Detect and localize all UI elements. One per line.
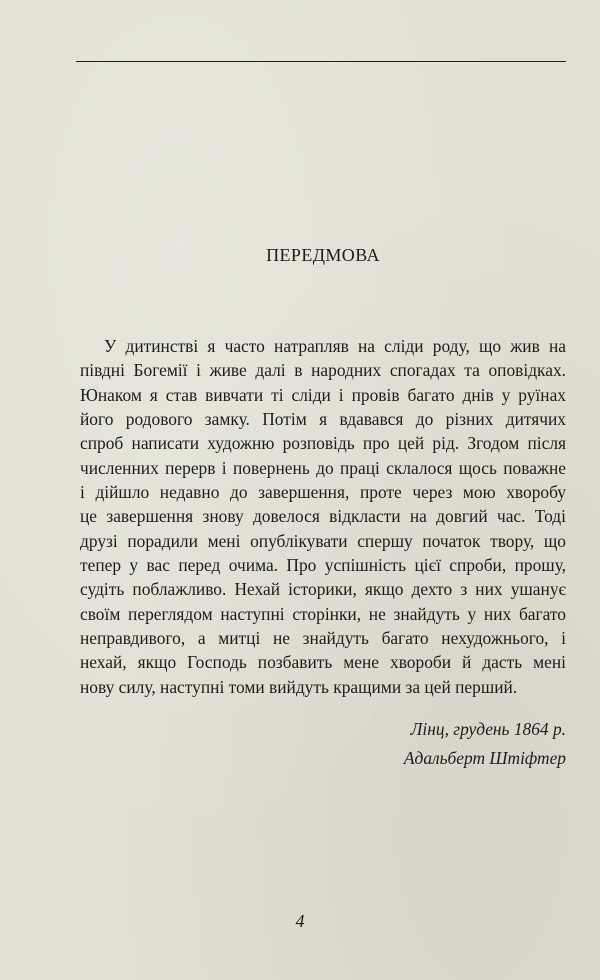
body-line: Юнаком я став вивчати ті сліди і провів багато днів у руїнах (80, 384, 566, 405)
body-line: своїм переглядом наступні сторінки, не знайдуть у них багато (80, 603, 566, 624)
header-rule (76, 61, 566, 62)
body-line: У дитинстві я часто натрапляв на сліди роду, що жив на (104, 336, 566, 356)
signature-place-date: Лінц, грудень 1864 р. (410, 719, 566, 739)
body-line: тепер у вас перед очима. Про успішність цієї спроби, прошу, (80, 555, 566, 576)
body-line: його родового замку. Потім я вдавався до різних дитячих (80, 409, 566, 430)
body-line: півдні Богемії і живе далі в народних спогадах та оповідках. (80, 360, 566, 381)
body-line: численних перерв і повернень до праці склалося щось поважне (80, 457, 566, 478)
body-line: нову силу, наступні томи вийдуть кращими за цей перший. (80, 676, 518, 697)
body-line: і дійшло недавно до завершення, проте через мою хворобу (80, 482, 566, 503)
preface-heading: ПЕРЕДМОВА (266, 245, 380, 265)
body-line: нехай, якщо Господь позбавить мене хвороби й дасть мені (80, 652, 566, 673)
body-line: спроб написати художню розповідь про цей рід. Згодом після (80, 433, 566, 454)
signature-author: Адальберт Штіфтер (403, 748, 566, 768)
body-line: судіть поблажливо. Нехай історики, якщо дехто з них ушанує (80, 579, 566, 600)
body-line: це завершення знову довелося відкласти на довгий час. Тоді (80, 506, 566, 527)
page-number: 4 (295, 911, 305, 931)
preface-body (80, 334, 566, 699)
body-line: неправдивого, а митці не знайдуть багато нехудожнього, і (80, 628, 566, 649)
body-line: друзі порадили мені опублікувати спершу початок твору, що (80, 530, 566, 551)
